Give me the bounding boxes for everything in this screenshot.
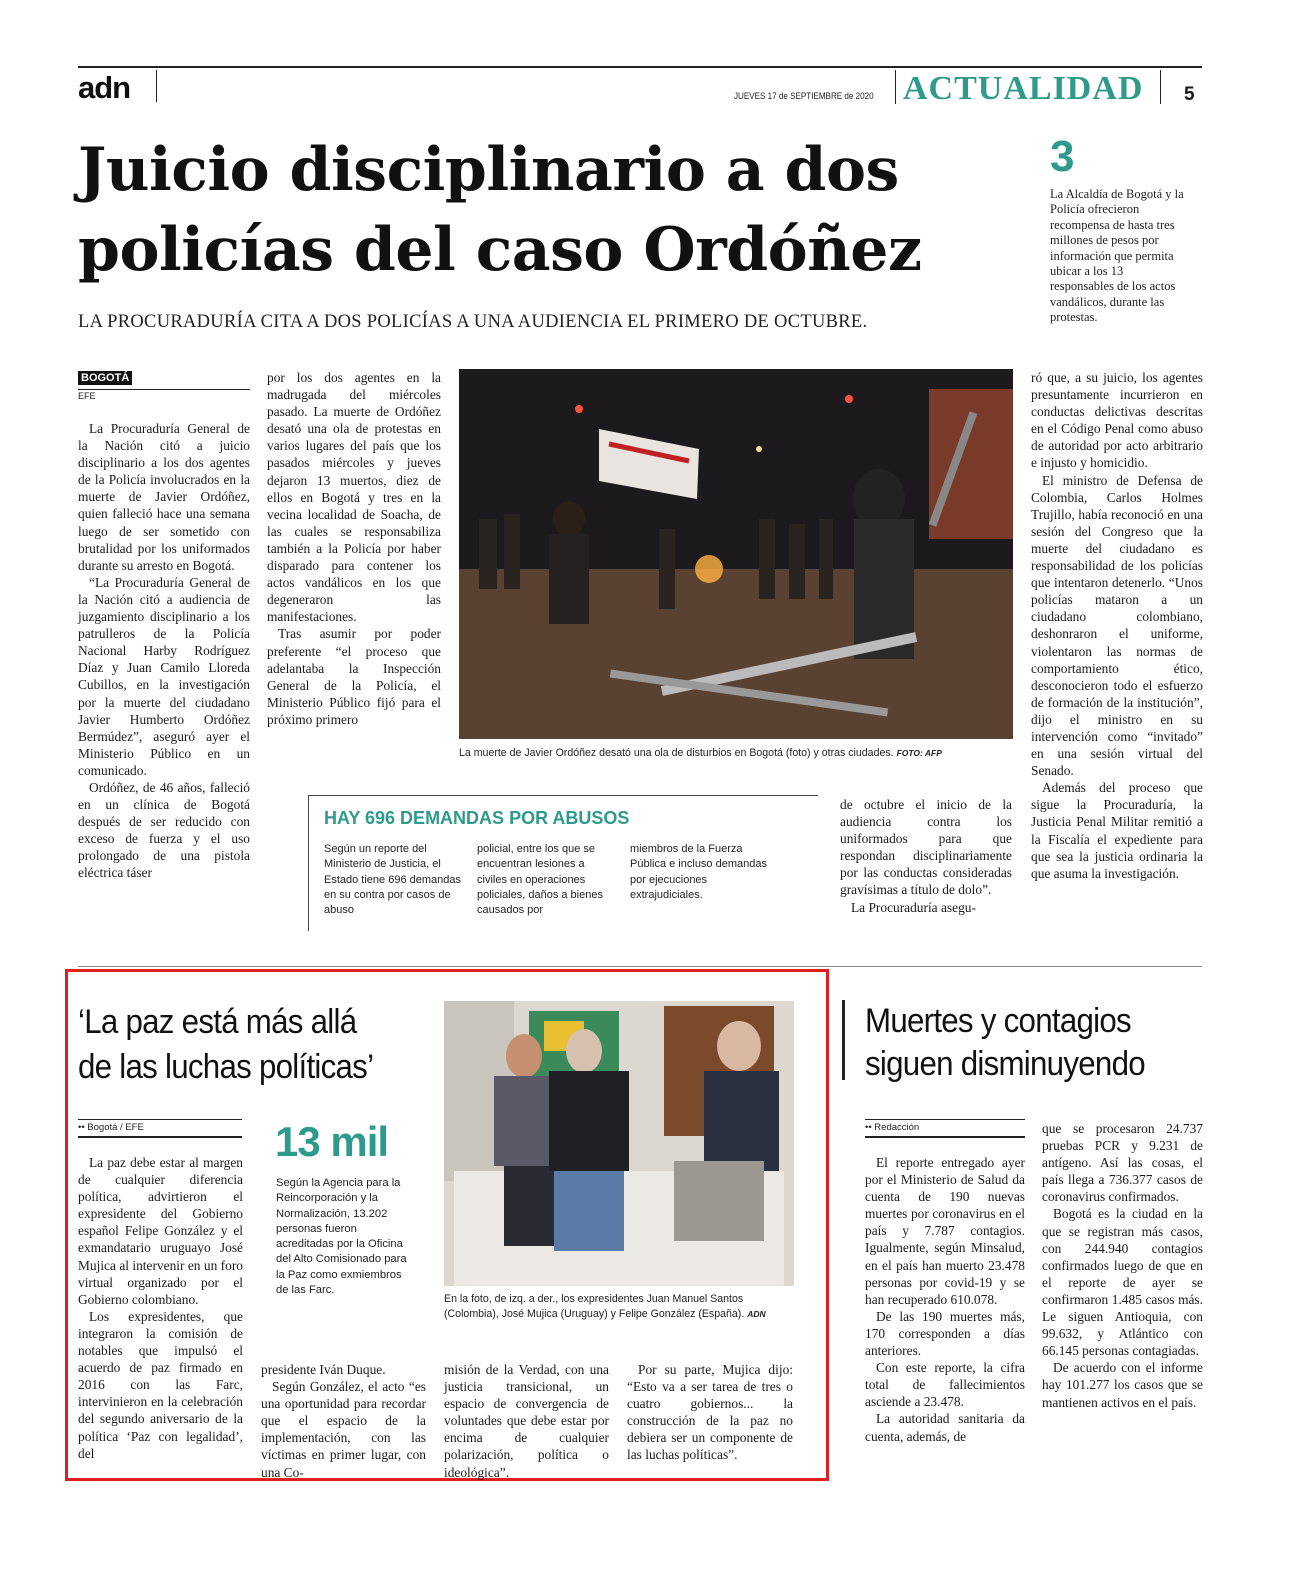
issue-date: JUEVES 17 de SEPTIEMBRE de 2020 bbox=[734, 91, 874, 102]
top-story-col5 bbox=[1031, 369, 1203, 882]
paragraph: La paz debe estar al margen de cualquier diferencia política, advirtieron el expresidente del Gobierno español Felipe González y el exmandatario uruguayo José Mujica al intervenir en un foro virtual organizado por el Gobierno colombiano. bbox=[78, 1155, 243, 1307]
sidebar-text: La Alcaldía de Bogotá y la Policía ofrecieron recompensa de hasta tres millones de pesos por información que permita ubicar a los 13 responsables de los actos vandálicos, durante las protestas. bbox=[1050, 187, 1184, 325]
paragraph: misión de la Verdad, con una justicia transicional, un espacio de convergencia de voluntades que debe estar por encima de cualquier polarización, política o ideológica”. bbox=[444, 1362, 609, 1480]
box-col1: Según un reporte del Ministerio de Justicia, el Estado tiene 696 demandas en su contra por casos de abuso bbox=[324, 843, 461, 917]
byline-text: Redacción bbox=[874, 1122, 920, 1133]
paragraph: Además del proceso que sigue la Procuraduría, la Justicia Penal Militar remitió a la Fiscalía el expediente para que sea la justicia ordinaria la que asuma la investigación. bbox=[1031, 780, 1203, 881]
covid-headline-line2: siguen disminuyendo bbox=[865, 1045, 1145, 1083]
peace-col4 bbox=[627, 1361, 793, 1464]
paragraph: Ordóñez, de 46 años, falleció en un clínica de Bogotá después de ser reducido con exceso de fuerza y el uso prolongado de una pistola eléctrica táser bbox=[78, 779, 250, 881]
section-title: ACTUALIDAD bbox=[903, 70, 1144, 107]
stat-number: 13 mil bbox=[275, 1118, 389, 1165]
peace-col3 bbox=[444, 1361, 609, 1481]
covid-byline: •• Redacción bbox=[865, 1122, 920, 1133]
photo-credit: ADN bbox=[747, 1309, 766, 1319]
peace-headline-line1: ‘La paz está más allá bbox=[78, 1003, 357, 1041]
covid-headline bbox=[865, 1000, 1145, 1086]
protest-photo-illustration bbox=[459, 369, 1013, 739]
main-subhead: LA PROCURADURÍA CITA A DOS POLICÍAS A UNA AUDIENCIA EL PRIMERO DE OCTUBRE. bbox=[78, 312, 868, 332]
paragraph: La autoridad sanitaria da cuenta, además, de bbox=[865, 1411, 1025, 1444]
paragraph: Según González, el acto “es una oportunidad para recordar que el espacio de la implementación, con las víctimas en primer lugar, con una Co- bbox=[261, 1379, 426, 1480]
covid-byline-top-rule bbox=[865, 1119, 1025, 1120]
paragraph: Bogotá es la ciudad en la que se registran más casos, con 244.940 contagios confirmados luego de que en el reporte de ayer se confirmaron 1.485 casos más. Le siguen Antioquia, con 99.632, y Atlántico con 66.145 personas contagiadas. bbox=[1042, 1206, 1203, 1359]
byline-text: Bogotá / EFE bbox=[87, 1122, 144, 1133]
photo-credit: FOTO: AFP bbox=[896, 748, 942, 758]
peace-byline-top-rule bbox=[78, 1119, 242, 1120]
stat-text: Según la Agencia para la Reincorporación y la Normalización, 13.202 personas fueron acreditadas por la Oficina del Alto Comisionado para la Paz como exmiembros de las Farc. bbox=[276, 1177, 407, 1297]
protest-photo bbox=[459, 369, 1013, 739]
paragraph: Tras asumir por poder preferente “el proceso que adelantaba la Inspección General de la Policía, el Ministerio Público fijó para el próximo primero bbox=[267, 626, 441, 727]
covid-byline-bottom-rule bbox=[865, 1136, 1025, 1138]
peace-byline: •• Bogotá / EFE bbox=[78, 1122, 144, 1133]
peace-headline-line2: de las luchas políticas’ bbox=[78, 1048, 374, 1086]
peace-col2 bbox=[261, 1361, 426, 1481]
covid-col2 bbox=[1042, 1120, 1203, 1411]
dateline-badge: BOGOTÁ bbox=[78, 371, 132, 385]
peace-headline bbox=[78, 1000, 373, 1090]
presidents-photo bbox=[444, 1001, 794, 1286]
covid-vertical-rule bbox=[842, 1000, 845, 1080]
box-left-border bbox=[308, 795, 309, 931]
paragraph: El ministro de Defensa de Colombia, Carlos Holmes Trujillo, había reconoció en una sesión del Congreso que la muerte del ciudadano es responsabilidad de los policías que intentaron detenerlo. “Unos policías mataron a un ciudadano colombiano, deshonraron el uniforme, violentaron las normas de comportamiento ético, desconocieron todo el esfuerzo de formación de la institución”, dijo el ministro en su intervención como “invitado” en una sesión virtual del Senado. bbox=[1031, 472, 1203, 779]
paragraph: de octubre el inicio de la audiencia contra los uniformados para que respondan disciplinariamente por las conductas consideradas gravísimas a título de dolo”. bbox=[840, 797, 1012, 898]
paragraph: La Procuraduría asegu- bbox=[851, 899, 976, 915]
paragraph: El reporte entregado ayer por el Ministerio de Salud da cuenta de 190 nuevas muertes por coronavirus en el país y 7.787 contagios. Igualmente, según Minsalud, en el país han muerto 23.478 personas por covid-19 y se han recuperado 610.078. bbox=[865, 1155, 1025, 1307]
paragraph: que se procesaron 24.737 pruebas PCR y 9.231 de antígeno. Así las cosas, el país llega a 736.377 casos de coronavirus confirmados. bbox=[1042, 1121, 1203, 1205]
box-top-border bbox=[308, 795, 818, 796]
top-story-col2 bbox=[267, 369, 441, 728]
box-title: HAY 696 DEMANDAS POR ABUSOS bbox=[324, 808, 630, 828]
presidents-photo-illustration bbox=[444, 1001, 794, 1286]
page-number: 5 bbox=[1184, 84, 1195, 105]
top-story-col1 bbox=[78, 420, 250, 882]
paragraph: Los expresidentes, que integraron la comisión de notables que impulsó el acuerdo de paz firmado en 2016 con las Farc, intervinieron en la celebración del segundo aniversario de la política ‘Paz con legalidad’, del bbox=[78, 1308, 243, 1461]
caption-text: En la foto, de izq. a der., los expresidentes Juan Manuel Santos (Colombia), José Mujica (Uruguay) y Felipe González (España). bbox=[444, 1293, 745, 1320]
main-headline bbox=[78, 130, 922, 290]
presidents-photo-caption bbox=[444, 1292, 799, 1322]
top-story-col4 bbox=[840, 796, 1012, 916]
paragraph: ró que, a su juicio, los agentes presuntamente incurrieron en conductas delictivas descritas en el Código Penal como abuso de autoridad por acto arbitrario e injusto y homicidio. bbox=[1031, 370, 1203, 471]
section-divider bbox=[1160, 70, 1161, 104]
main-headline-line1: Juicio disciplinario a dos bbox=[78, 135, 899, 205]
box-col2: policial, entre los que se encuentran lesiones a civiles en operaciones policiales, daños a bienes causados por bbox=[477, 843, 603, 917]
header-top-rule bbox=[78, 66, 1202, 68]
caption-text: La muerte de Javier Ordóñez desató una ola de disturbios en Bogotá (foto) y otras ciudades. bbox=[459, 747, 894, 759]
paragraph: Con este reporte, la cifra total de fallecimientos asciende a 23.478. bbox=[865, 1360, 1025, 1410]
box-col3: miembros de la Fuerza Pública e incluso demandas por ejecuciones extrajudiciales. bbox=[630, 843, 767, 901]
paragraph: La Procuraduría General de la Nación citó a juicio disciplinario a los dos agentes de la Policía involucrados en la muerte de Javier Ordóñez, quien falleció hace una semana luego de ser sometido con brutalidad por los uniformados durante su arresto en Bogotá. bbox=[78, 421, 250, 573]
paragraph: “La Procuraduría General de la Nación citó a audiencia de juzgamiento disciplinario a los patrulleros de la Policía Nacional Harby Rodríguez Díaz y Juan Camilo Lloreda Cubillos, en la investigación por la muerte del ciudadano Javier Humberto Ordóñez Bermúdez”, aseguró ayer el Ministerio Público en un comunicado. bbox=[78, 574, 250, 778]
paragraph: De las 190 muertes más, 170 corresponden a días anteriores. bbox=[865, 1308, 1025, 1359]
adn-logo: adn bbox=[78, 70, 131, 105]
peace-byline-bottom-rule bbox=[78, 1136, 242, 1138]
section-divider-rule bbox=[78, 966, 1202, 967]
main-headline-line2: policías del caso Ordóñez bbox=[78, 215, 922, 285]
protest-photo-caption bbox=[459, 746, 1019, 761]
covid-headline-line1: Muertes y contagios bbox=[865, 1002, 1131, 1040]
paragraph: Por su parte, Mujica dijo: “Esto va a ser tarea de tres o cuatro gobiernos... la construcción de la paz no debiera ser un componente de las luchas políticas”. bbox=[627, 1362, 793, 1463]
covid-col1 bbox=[865, 1154, 1025, 1445]
date-divider bbox=[895, 70, 896, 104]
sidebar-number: 3 bbox=[1050, 132, 1075, 181]
agency-label: EFE bbox=[78, 389, 250, 401]
peace-col1 bbox=[78, 1154, 243, 1462]
logo-divider bbox=[156, 70, 157, 102]
paragraph: De acuerdo con el informe hay 101.277 los casos que se mantienen activos en el país. bbox=[1042, 1360, 1203, 1410]
paragraph: presidente Iván Duque. bbox=[261, 1362, 386, 1377]
paragraph: por los dos agentes en la madrugada del miércoles pasado. La muerte de Ordóñez desató una ola de protestas en varios lugares del país que los pasados miércoles y jueves dejaron 13 muertos, diez de ellos en Bogotá y tres en la vecina localidad de Soacha, de las cuales se responsabiliza también a la Policía por haber disparado para contener los actos vandálicos en los que degeneraron las manifestaciones. bbox=[267, 370, 441, 625]
